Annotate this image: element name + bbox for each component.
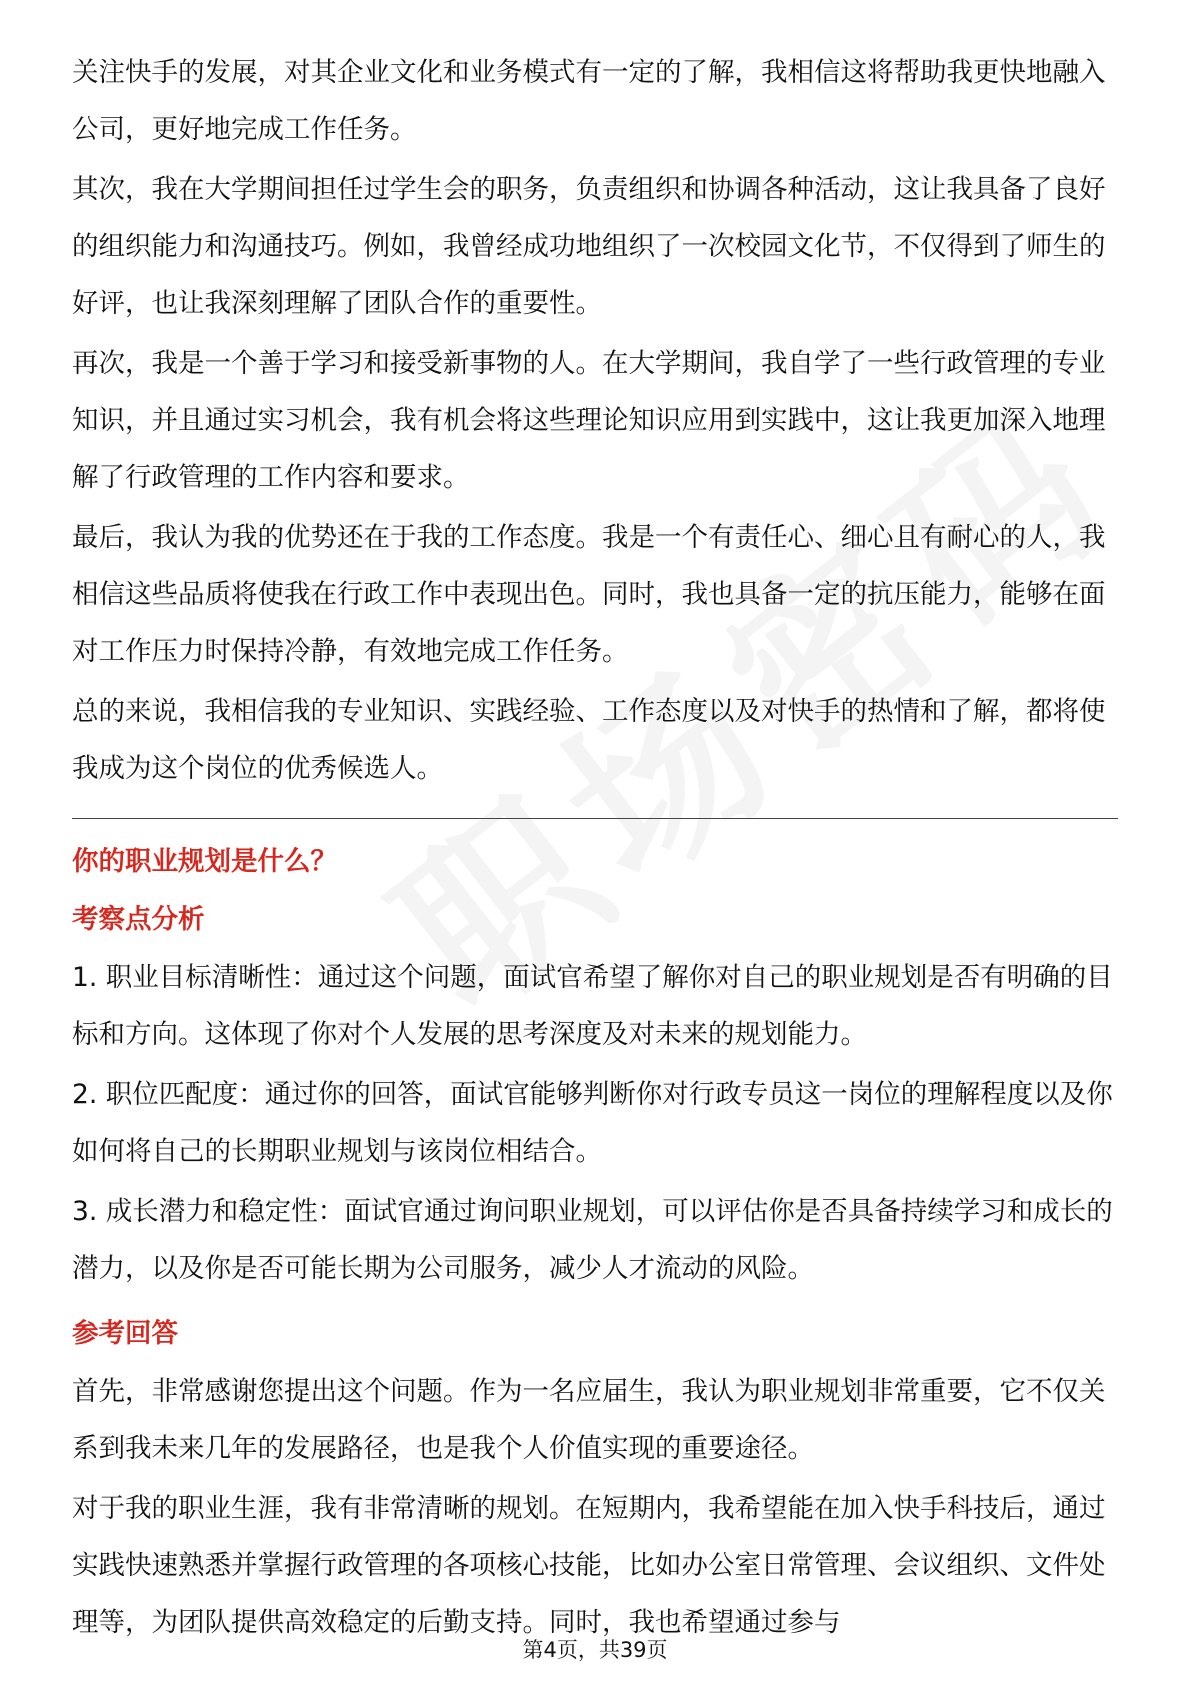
analysis-point: 3. 成长潜力和稳定性：面试官通过询问职业规划，可以评估你是否具备持续学习和成长的潜力，以及你是否可能长期为公司服务，减少人才流动的风险。 bbox=[72, 1196, 1113, 1284]
question-title: 你的职业规划是什么？ bbox=[72, 846, 337, 877]
answer-paragraph: 首先，非常感谢您提出这个问题。作为一名应届生，我认为职业规划非常重要，它不仅关系到我未来几年的发展路径，也是我个人价值实现的重要途径。 bbox=[72, 1376, 1106, 1464]
analysis-point: 2. 职位匹配度：通过你的回答，面试官能够判断你对行政专员这一岗位的理解程度以及你如何将自己的长期职业规划与该岗位相结合。 bbox=[72, 1079, 1113, 1167]
section-divider bbox=[72, 818, 1118, 819]
answer-heading: 参考回答 bbox=[72, 1318, 178, 1349]
answer-paragraph: 对于我的职业生涯，我有非常清晰的规划。在短期内，我希望能在加入快手科技后，通过实践快速熟悉并掌握行政管理的各项核心技能，比如办公室日常管理、会议组织、文件处理等，为团队提供高效稳定的后勤支持。同时，我也希望通过参与 bbox=[72, 1493, 1106, 1638]
page-number: 第4页，共39页 bbox=[522, 1638, 668, 1662]
analysis-heading: 考察点分析 bbox=[72, 904, 205, 935]
document-body bbox=[72, 44, 1118, 1654]
paragraph: 总的来说，我相信我的专业知识、实践经验、工作态度以及对快手的热情和了解，都将使我成为这个岗位的优秀候选人。 bbox=[72, 696, 1106, 784]
paragraph: 关注快手的发展，对其企业文化和业务模式有一定的了解，我相信这将帮助我更快地融入公司，更好地完成工作任务。 bbox=[72, 57, 1106, 145]
paragraph: 最后，我认为我的优势还在于我的工作态度。我是一个有责任心、细心且有耐心的人，我相信这些品质将使我在行政工作中表现出色。同时，我也具备一定的抗压能力，能够在面对工作压力时保持冷静，有效地完成工作任务。 bbox=[72, 522, 1106, 667]
analysis-point: 1. 职业目标清晰性：通过这个问题，面试官希望了解你对自己的职业规划是否有明确的目标和方向。这体现了你对个人发展的思考深度及对未来的规划能力。 bbox=[72, 962, 1113, 1050]
paragraph: 再次，我是一个善于学习和接受新事物的人。在大学期间，我自学了一些行政管理的专业知识，并且通过实习机会，我有机会将这些理论知识应用到实践中，这让我更加深入地理解了行政管理的工作内容和要求。 bbox=[72, 348, 1106, 493]
paragraph: 其次，我在大学期间担任过学生会的职务，负责组织和协调各种活动，这让我具备了良好的组织能力和沟通技巧。例如，我曾经成功地组织了一次校园文化节，不仅得到了师生的好评，也让我深刻理解了团队合作的重要性。 bbox=[72, 174, 1106, 319]
